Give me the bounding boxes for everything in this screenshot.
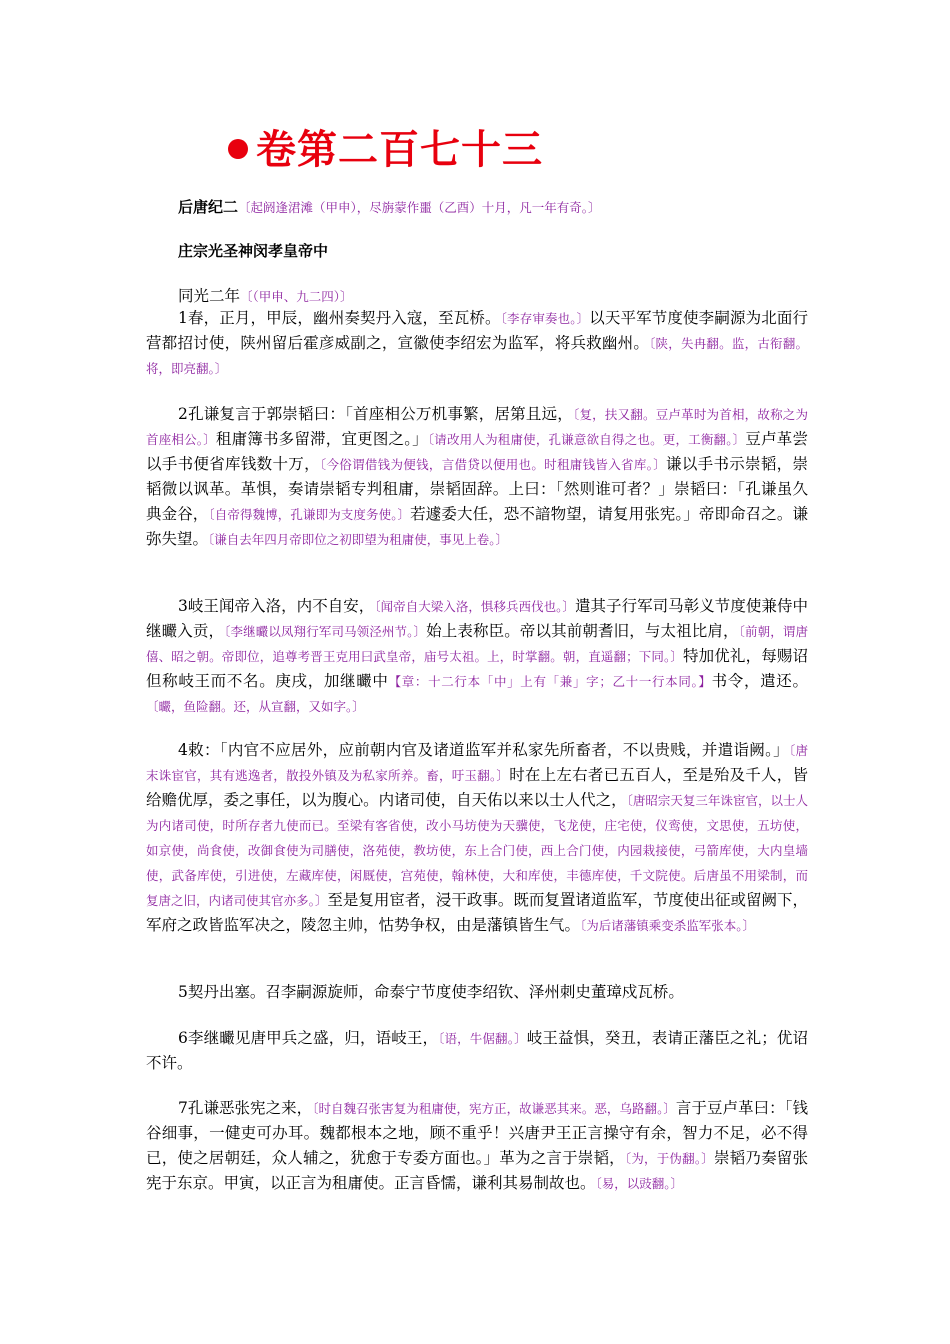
commentary-note: 〔谦自去年四月帝即位之初即望为租庸使，事见上卷。〕	[208, 532, 509, 547]
commentary-note: 〔请改用人为租庸使，孔谦意欲自得之也。更，工衡翻。〕	[427, 432, 746, 447]
commentary-note: 〔李继曮以凤翔行军司马领泾州节。〕	[224, 624, 427, 639]
commentary-note: 〔语，牛倨翻。〕	[438, 1031, 527, 1046]
text-run: 豆卢革尝以手书便省库钱数十万，	[146, 430, 808, 473]
text-run: 谦以手书示崇韬，崇韬微以讽革。革惧，奏请崇韬专判租庸，崇韬固辞。上曰：「然则谁可者？」崇韬曰：「孔谦虽久典金谷，	[146, 455, 808, 523]
text-run: 书令，遣还。	[711, 672, 808, 690]
commentary-note: 〔易，以豉翻。〕	[595, 1176, 684, 1191]
text-run: 始上表称臣。帝以其前朝耆旧，与太祖比肩，	[426, 622, 739, 640]
commentary-note: 〔自帝得魏博，孔谦即为支度务使。〕	[208, 507, 411, 522]
paragraph-6	[146, 1026, 808, 1076]
commentary-note: 〔闻帝自大梁入洛，惧移兵西伐也。〕	[374, 599, 575, 614]
text-run: 特加优礼，每赐诏但称岐王而不名。庚戌，加继曮中	[146, 647, 808, 690]
commentary-note: 〔为，于伪翻。〕	[624, 1151, 714, 1166]
year-name: 同光二年	[178, 287, 241, 305]
commentary-note: 〔曮，鱼险翻。还，从宣翻，又如字。〕	[146, 699, 365, 714]
commentary-note: 〔今俗谓借钱为便钱，言借贷以便用也。时租庸钱皆入省库。〕	[319, 457, 667, 472]
emperor-heading: 庄宗光圣神闵孝皇帝中	[178, 242, 329, 260]
text-run: 5契丹出塞。召李嗣源旋师，命泰宁节度使李绍钦、泽州刺史董璋戍瓦桥。	[178, 983, 684, 1001]
commentary-note: 【章：十二行本「中」上有「兼」字；乙十一行本同。】	[388, 674, 712, 689]
commentary-note: 〔唐昭宗天复三年诛宦官，以士人为内诸司使，时所存者九使而已。至梁有客省使，改小马坊使为天骥使，飞龙使，庄宅使，仪鸾使，文思使，五坊使，如京使，尚食使，改御食使为司膳使，洛苑使，教坊使，东上合门使，西上合门使，内园栽接使，弓箭库使，大内皇墙使，武备库使，引进使，左藏库使，闲厩使，宫苑使，翰林使，大和库使，丰德库使，千文院使。后唐虽不用梁制，而复唐之旧，内诸司使其官亦多。〕	[146, 793, 808, 908]
commentary-note: 〔复，扶又翻。豆卢革时为首相，故称之为首座相公。〕	[146, 407, 808, 447]
text-run: 至是复用宦者，浸干政事。既而复置诸道监军，节度使出征或留阙下，军府之政皆监军决之，陵忽主帅，怙势争权，由是藩镇皆生气。	[146, 891, 808, 934]
text-run: 若遽委大任，恐不諳物望，请复用张宪。」帝即命召之。谦弥失望。	[146, 505, 808, 548]
paragraph-2	[146, 402, 808, 552]
text-run: 3岐王闻帝入洛，内不自安，	[178, 597, 375, 615]
text-run: 7孔谦恶张宪之来，	[178, 1099, 313, 1117]
text-run: 4敕：「内官不应居外，应前朝内官及诸道监军并私家先所畜者，不以贵贱，并遣诣阙。」	[178, 741, 789, 759]
paragraph-5	[146, 980, 808, 1005]
text-run: 时在上左右者已五百人，至是殆及千人，皆给赡优厚，委之事任，以为腹心。内诸司使，自天佑以来以士人代之，	[146, 766, 808, 809]
paragraph-4	[146, 738, 808, 938]
volume-title	[228, 118, 788, 188]
commentary-note: 〔时自魏召张害复为租庸使，宪方正，故谦恶其来。恶，乌路翻。〕	[312, 1101, 676, 1116]
text-run: 2孔谦复言于郭崇韬曰：「首座相公万机事繁，居第且远，	[178, 405, 573, 423]
commentary-note: 〔为后诸藩镇乘变杀监军张本。〕	[580, 918, 756, 933]
text-run: 言于豆卢革曰：「钱谷细事，一健吏可办耳。魏都根本之地，顾不重乎！兴唐尹王正言操守有余，智力不足，必不得已，使之居朝廷，众人辅之，犹愈于专委方面也。」革为之言于崇韬，	[146, 1099, 808, 1167]
paragraph-3	[146, 594, 808, 719]
year-note: 〔（甲申、九二四）〕	[240, 289, 353, 304]
commentary-note: 〔前朝，谓唐僖、昭之朝。帝即位，追尊考晋王克用曰武皇帝，庙号太祖。上，时掌翻。朝，直遥翻；下同。〕	[146, 624, 808, 664]
section-note: 〔起阏逢涒滩（甲申），尽旃蒙作噩（乙酉）十月，凡一年有奇。〕	[238, 200, 601, 215]
commentary-note: 〔李存审奏也。〕	[500, 311, 590, 326]
text-run: 崇韬乃奏留张宪于东京。甲寅，以正言为租庸使。正言昏懦，谦利其易制故也。	[146, 1149, 808, 1192]
text-run: 租庸簿书多留滞，宜更图之。」	[215, 430, 428, 448]
volume-title-text: 卷第二百七十三	[256, 126, 543, 173]
commentary-note: 〔唐末诛宦官，其有逃逸者，散投外镇及为私家所养。畜，吁玉翻。〕	[146, 743, 808, 783]
section-heading	[178, 196, 601, 217]
commentary-note: 〔陕，失冉翻。监，古衔翻。将，即亮翻。〕	[146, 336, 808, 376]
paragraph-1	[146, 306, 808, 381]
paragraph-7	[146, 1096, 808, 1196]
text-run: 以天平军节度使李嗣源为北面行营都招讨使，陕州留后霍彦威副之，宣徽使李绍宏为监军，将兵救幽州。	[146, 309, 808, 352]
bullet-icon	[228, 139, 248, 159]
text-run: 岐王益惧，癸丑，表请正藩臣之礼；优诏不许。	[146, 1029, 808, 1072]
text-run: 6李继曮见唐甲兵之盛，归，语岐王，	[178, 1029, 439, 1047]
text-run: 遣其子行军司马彰义节度使兼侍中继曮入贡，	[146, 597, 808, 640]
section-name: 后唐纪二	[178, 198, 239, 216]
text-run: 1春，正月，甲辰，幽州奏契丹入寇，至瓦桥。	[178, 309, 501, 327]
